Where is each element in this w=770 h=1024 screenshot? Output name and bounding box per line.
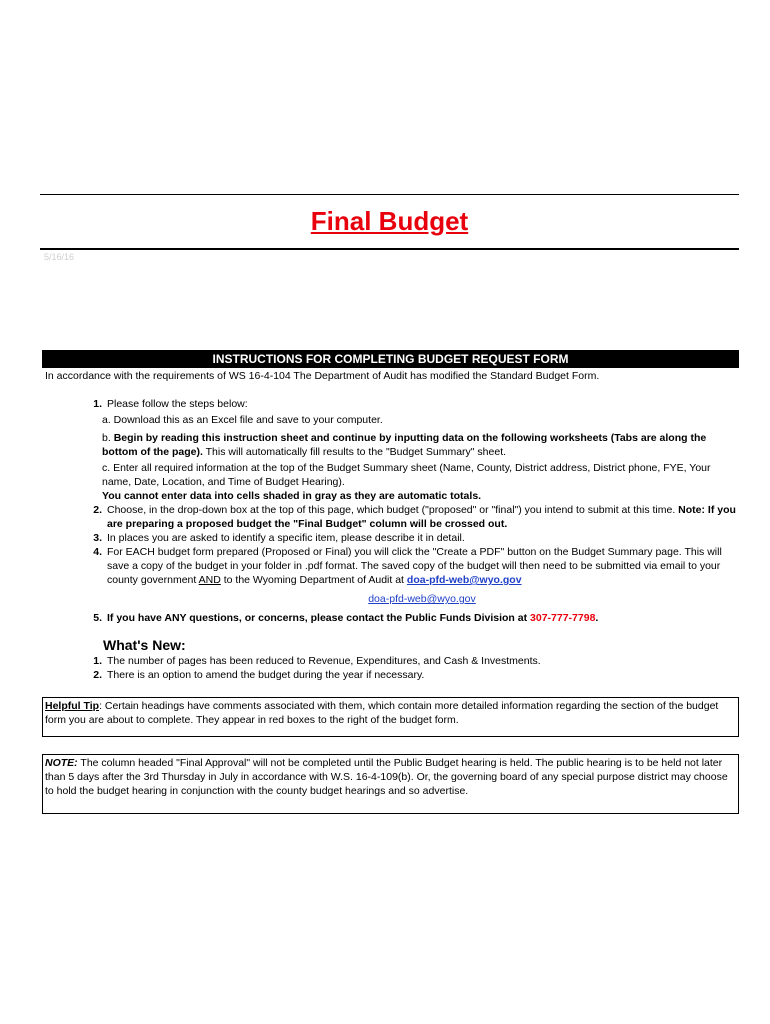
step-1b bbox=[77, 431, 737, 459]
step-number: 3. bbox=[93, 532, 102, 544]
step-5-text: If you have ANY questions, or concerns, please contact the Public Funds Division at bbox=[107, 612, 531, 624]
instructions-list bbox=[77, 397, 737, 625]
step-2 bbox=[77, 503, 737, 531]
step-text bbox=[107, 503, 737, 531]
whats-new-item bbox=[77, 668, 737, 682]
item-number: 1. bbox=[93, 655, 102, 667]
page-title: Final Budget bbox=[310, 206, 469, 236]
helpful-tip-text: : Certain headings have comments associated with them, which contain more detailed information regarding the section of the budget form you are about to complete. They appear in red boxes to the right of the budget form. bbox=[45, 700, 719, 726]
email-line bbox=[77, 592, 737, 606]
note-text: The column headed "Final Approval" will not be completed until the Public Budget hearing is held. The public hearing is to be held not later than 5 days after the 3rd Thursday in July in accordance with W.S. 16-4-109(b). Or, the governing board of any special purpose district may choose to hold the budget hearing in conjunction with the county budget hearings and so advertise. bbox=[45, 757, 728, 797]
step-1c bbox=[77, 461, 737, 503]
step-1 bbox=[77, 397, 737, 411]
email-link[interactable]: doa-pfd-web@wyo.gov bbox=[406, 574, 522, 586]
step-1a: a. Download this as an Excel file and save to your computer. bbox=[102, 414, 383, 426]
note-label: NOTE: bbox=[45, 757, 78, 769]
step-4 bbox=[77, 545, 737, 587]
step-2-text: Choose, in the drop-down box at the top of this page, which budget ("proposed" or "final") you intend to submit at this time. bbox=[107, 504, 679, 516]
step-5-end: . bbox=[595, 612, 599, 624]
step-4-text2: to the Wyoming Department of Audit at bbox=[220, 574, 407, 586]
step-number: 1. bbox=[93, 398, 102, 410]
step-4-and: AND bbox=[198, 574, 221, 586]
title-underline-rule bbox=[40, 248, 739, 250]
helpful-tip-box bbox=[42, 697, 739, 737]
step-3 bbox=[77, 531, 737, 545]
email-link-plain[interactable]: doa-pfd-web@wyo.gov bbox=[368, 593, 476, 605]
step-number: 4. bbox=[93, 546, 102, 558]
step-1b-prefix: b. bbox=[102, 432, 114, 444]
item-number: 2. bbox=[93, 669, 102, 681]
item-text: The number of pages has been reduced to Revenue, Expenditures, and Cash & Investments. bbox=[107, 655, 541, 667]
step-1c-text: c. Enter all required information at the top of the Budget Summary sheet (Name, County, District address, District phone, FYE, Your name, Date, Location, and Time of Budget Hearing). bbox=[102, 462, 711, 488]
document-date: 5/16/16 bbox=[44, 252, 75, 262]
instructions-banner: INSTRUCTIONS FOR COMPLETING BUDGET REQUEST FORM bbox=[42, 350, 739, 368]
intro-text: In accordance with the requirements of WS 16-4-104 The Department of Audit has modified the Standard Budget Form. bbox=[45, 370, 600, 382]
step-text: In places you are asked to identify a specific item, please describe it in detail. bbox=[107, 532, 465, 544]
note-box bbox=[42, 754, 739, 814]
step-5 bbox=[77, 611, 737, 625]
step-1b-rest: This will automatically fill results to the "Budget Summary" sheet. bbox=[202, 446, 507, 458]
step-1c-bold: You cannot enter data into cells shaded in gray as they are automatic totals. bbox=[102, 490, 482, 502]
whats-new-item bbox=[77, 654, 737, 668]
whats-new-heading: What's New: bbox=[103, 637, 186, 653]
step-1b-bold: Begin by reading this instruction sheet and continue by inputting data on the following worksheets (Tabs are along the bottom of the page). bbox=[102, 432, 707, 458]
item-text: There is an option to amend the budget during the year if necessary. bbox=[107, 669, 425, 681]
step-2-note: Note: If you are preparing a proposed budget the "Final Budget" column will be crossed out. bbox=[107, 504, 736, 530]
step-number: 5. bbox=[93, 612, 102, 624]
phone-number: 307-777-7798 bbox=[530, 612, 596, 624]
step-text bbox=[107, 611, 737, 625]
whats-new-list bbox=[77, 654, 737, 682]
helpful-tip-label: Helpful Tip bbox=[45, 700, 100, 712]
step-text bbox=[107, 545, 737, 587]
step-4-text: For EACH budget form prepared (Proposed or Final) you will click the "Create a PDF" button on the Budget Summary page. This will save a copy of the budget in your folder in .pdf format. The saved copy of the budget will then need to be submitted via email to your county government bbox=[107, 546, 722, 586]
step-number: 2. bbox=[93, 504, 102, 516]
step-text: Please follow the steps below: bbox=[107, 398, 248, 410]
top-rule bbox=[40, 194, 739, 195]
